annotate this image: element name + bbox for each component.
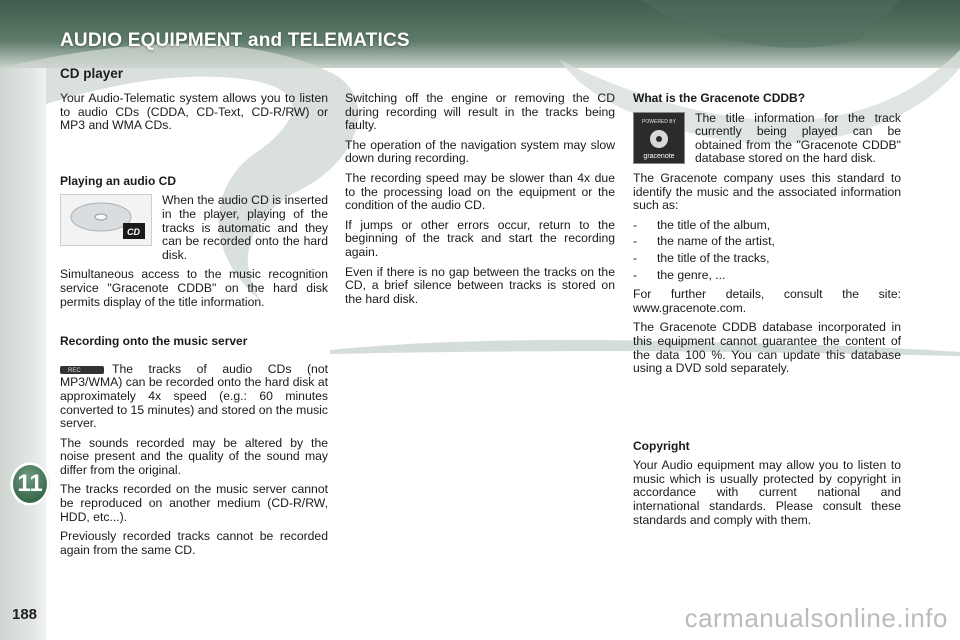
column-left (60, 92, 328, 563)
company-paragraph: The Gracenote company uses this standard to identify the music and the associated information such as: (633, 170, 901, 213)
gracenote-text: The title information for the track currently being played can be obtained from the "Gracenote CDDB" database stored on the hard disk. (695, 110, 901, 166)
playing-figure-block (60, 194, 328, 262)
copyright-heading: Copyright (633, 438, 690, 453)
recording-paragraph-2: The sounds recorded may be altered by the noise present and the quality of the sound may differ from the original. (60, 435, 328, 477)
svg-text:CD: CD (127, 227, 140, 238)
middle-paragraph-2: The operation of the navigation system may slow down during recording. (345, 137, 615, 166)
list-item: - the title of the album, (633, 219, 901, 233)
info-list (633, 219, 901, 282)
copyright-paragraph: Your Audio equipment may allow you to listen to music which is usually protected by copyright in accordance with current national and international standards. Please consult these standards and comply with them. (633, 458, 901, 527)
list-item: - the title of the tracks, (633, 252, 901, 266)
gracenote-logo-image (633, 112, 685, 164)
cd-image (60, 194, 152, 246)
cddb-paragraph: The Gracenote CDDB database incorporated in this equipment cannot guarantee the content of the data 100 %. You can update this database using a DVD sold separately. (633, 320, 901, 376)
list-item: - the genre, ... (633, 269, 901, 283)
gracenote-figure-block (633, 112, 901, 166)
playing-heading: Playing an audio CD (60, 173, 177, 188)
middle-paragraph-1: Switching off the engine or removing the CD during recording will result in the tracks being faulty. (345, 91, 615, 133)
svg-text:POWERED BY: POWERED BY (642, 118, 676, 125)
middle-paragraph-4: If jumps or other errors occur, return to the beginning of the track and start the recording again. (345, 217, 615, 259)
side-strip (0, 68, 46, 640)
further-paragraph: For further details, consult the site: www.gracenote.com. (633, 287, 901, 315)
list-item: - the name of the artist, (633, 235, 901, 249)
recording-paragraph-3: The tracks recorded on the music server cannot be reproduced on another medium (CD-R/RW, HDD, etc...). (60, 482, 328, 524)
column-right (633, 92, 901, 533)
chapter-tab: 11 (10, 462, 50, 506)
page-number: 188 (12, 606, 38, 623)
svg-text:gracenote: gracenote (643, 152, 675, 160)
middle-paragraph-3: The recording speed may be slower than 4x due to the processing load on the equipment or the condition of the audio CD. (345, 170, 615, 213)
gracenote-heading: What is the Gracenote CDDB? (633, 91, 806, 105)
page-title: AUDIO EQUIPMENT and TELEMATICS (60, 30, 410, 51)
middle-paragraph-5: Even if there is no gap between the tracks on the CD, a brief silence between tracks is stored on the hard disk. (345, 264, 615, 306)
rec-button-image: REC (60, 366, 104, 374)
playing-text: When the audio CD is inserted in the player, playing of the tracks is automatic and they can be recorded onto the hard disk. (162, 193, 328, 262)
intro-paragraph: Your Audio-Telematic system allows you to listen to audio CDs (CDDA, CD-Text, CD-R/RW) or MP3 and WMA CDs. (60, 91, 328, 133)
recording-heading: Recording onto the music server (60, 334, 248, 349)
section-title: CD player (60, 66, 124, 81)
column-middle (345, 92, 615, 312)
recording-paragraph-4: Previously recorded tracks cannot be recorded again from the same CD. (60, 529, 328, 557)
simultaneous-paragraph: Simultaneous access to the music recognition service "Gracenote CDDB" on the hard disk permits display of the title information. (60, 267, 328, 309)
recording-paragraph-1: REC The tracks of audio CDs (not MP3/WMA) can be recorded onto the hard disk at approximately 4x speed (e.g.: 60 minutes converted to 15 minutes) and stored on the music server. (60, 361, 328, 431)
watermark: carmanualsonline.info (684, 603, 948, 633)
